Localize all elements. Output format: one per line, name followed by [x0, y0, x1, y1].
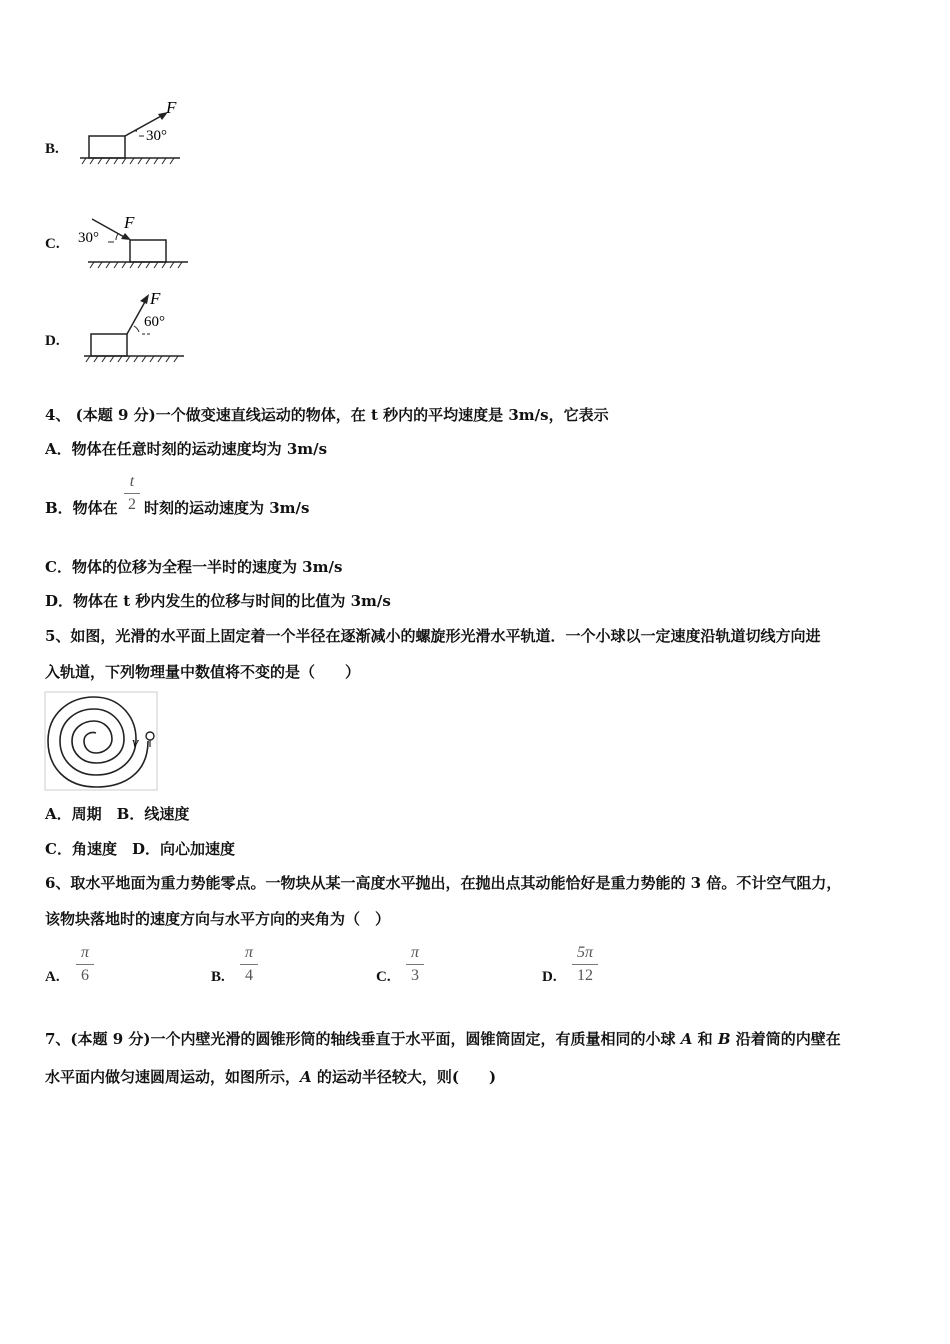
q6-option-b-label: B. — [211, 969, 225, 985]
fraction-bar — [124, 493, 140, 494]
q6-option-d-label: D. — [542, 969, 557, 985]
fraction-denominator: 12 — [577, 967, 593, 984]
fraction-bar — [572, 964, 598, 965]
q6-option-c-fraction — [406, 944, 424, 985]
q5-stem-line1: 5、如图，光滑的水平面上固定着一个半径在逐渐减小的螺旋形光滑水平轨道．一个小球以一定速度沿轨道切线方向进 — [45, 627, 821, 645]
q7-text-segment: 沿着筒的内壁在 — [730, 1030, 841, 1048]
fraction-denominator: 4 — [245, 967, 253, 984]
q5-options-line1: A．周期 B．线速度 — [45, 805, 190, 823]
q5-stem-line2: 入轨道，下列物理量中数值将不变的是（ ） — [45, 663, 361, 681]
fraction-denominator: 2 — [128, 496, 136, 513]
q3-option-d-label: D. — [45, 333, 60, 349]
q5-options-line2: C．角速度 D．向心加速度 — [45, 840, 235, 858]
q3-option-d-diagram — [76, 288, 188, 366]
q3-option-b-label: B. — [45, 141, 59, 157]
angle-label: 30° — [146, 128, 167, 144]
fraction-numerator: π — [244, 944, 253, 961]
q7-text-segment: 和 — [692, 1030, 718, 1048]
ball — [146, 732, 154, 740]
force-label: F — [166, 100, 177, 117]
angle-label: 60° — [144, 314, 165, 330]
fraction-bar — [240, 964, 258, 965]
fraction-bar — [406, 964, 424, 965]
q7-text-segment: 水平面内做匀速圆周运动，如图所示， — [45, 1068, 301, 1086]
force-label: F — [150, 289, 161, 308]
fraction-numerator: π — [80, 944, 89, 961]
fraction-denominator: 3 — [411, 967, 419, 984]
q4-stem: 4、 (本题 9 分)一个做变速直线运动的物体，在 t 秒内的平均速度是 3m/s，它表示 — [45, 406, 609, 424]
q3-option-b-diagram — [76, 100, 186, 170]
ball-a-label: A — [300, 1068, 312, 1086]
ball-b-label: B — [717, 1030, 731, 1048]
q7-text-segment: 7、(本题 9 分)一个内壁光滑的圆锥形筒的轴线垂直于水平面，圆锥筒固定，有质量相同的小球 — [45, 1030, 681, 1048]
q7-stem-line2 — [45, 1066, 496, 1087]
fraction-denominator: 6 — [81, 967, 89, 984]
force-label: F — [124, 213, 135, 232]
q7-stem-line1 — [45, 1028, 841, 1049]
q6-stem-line2: 该物块落地时的速度方向与水平方向的夹角为（ ） — [45, 910, 391, 928]
q4-option-b-suffix: 时刻的运动速度为 3m/s — [144, 499, 310, 517]
q4-option-d: D．物体在 t 秒内发生的位移与时间的比值为 3m/s — [45, 592, 391, 610]
q3-option-c-diagram — [76, 208, 192, 274]
q5-spiral-figure — [44, 691, 160, 791]
q6-option-d-fraction — [572, 944, 598, 985]
angle-label: 30° — [78, 230, 99, 246]
q4-option-a: A．物体在任意时刻的运动速度均为 3m/s — [45, 440, 328, 458]
q4-option-b-prefix: B．物体在 — [45, 499, 118, 517]
q4-option-c: C．物体的位移为全程一半时的速度为 3m/s — [45, 558, 343, 576]
q7-text-segment: 的运动半径较大，则( ) — [311, 1068, 497, 1086]
q6-option-a-fraction — [76, 944, 94, 985]
q6-option-b-fraction — [240, 944, 258, 985]
fraction-numerator: 5π — [576, 944, 593, 961]
q6-option-c-label: C. — [376, 969, 391, 985]
velocity-label: v — [132, 735, 139, 751]
q6-stem-line1: 6、取水平地面为重力势能零点。一物块从某一高度水平抛出，在抛出点其动能恰好是重力势能的 3 倍。不计空气阻力， — [45, 874, 842, 892]
fraction-numerator: t — [129, 473, 135, 490]
fraction-numerator: π — [410, 944, 419, 961]
q3-option-c-label: C. — [45, 236, 60, 252]
q6-option-a-label: A. — [45, 969, 60, 985]
q4-option-b-fraction — [124, 473, 140, 514]
fraction-bar — [76, 964, 94, 965]
ball-a-label: A — [680, 1030, 693, 1048]
